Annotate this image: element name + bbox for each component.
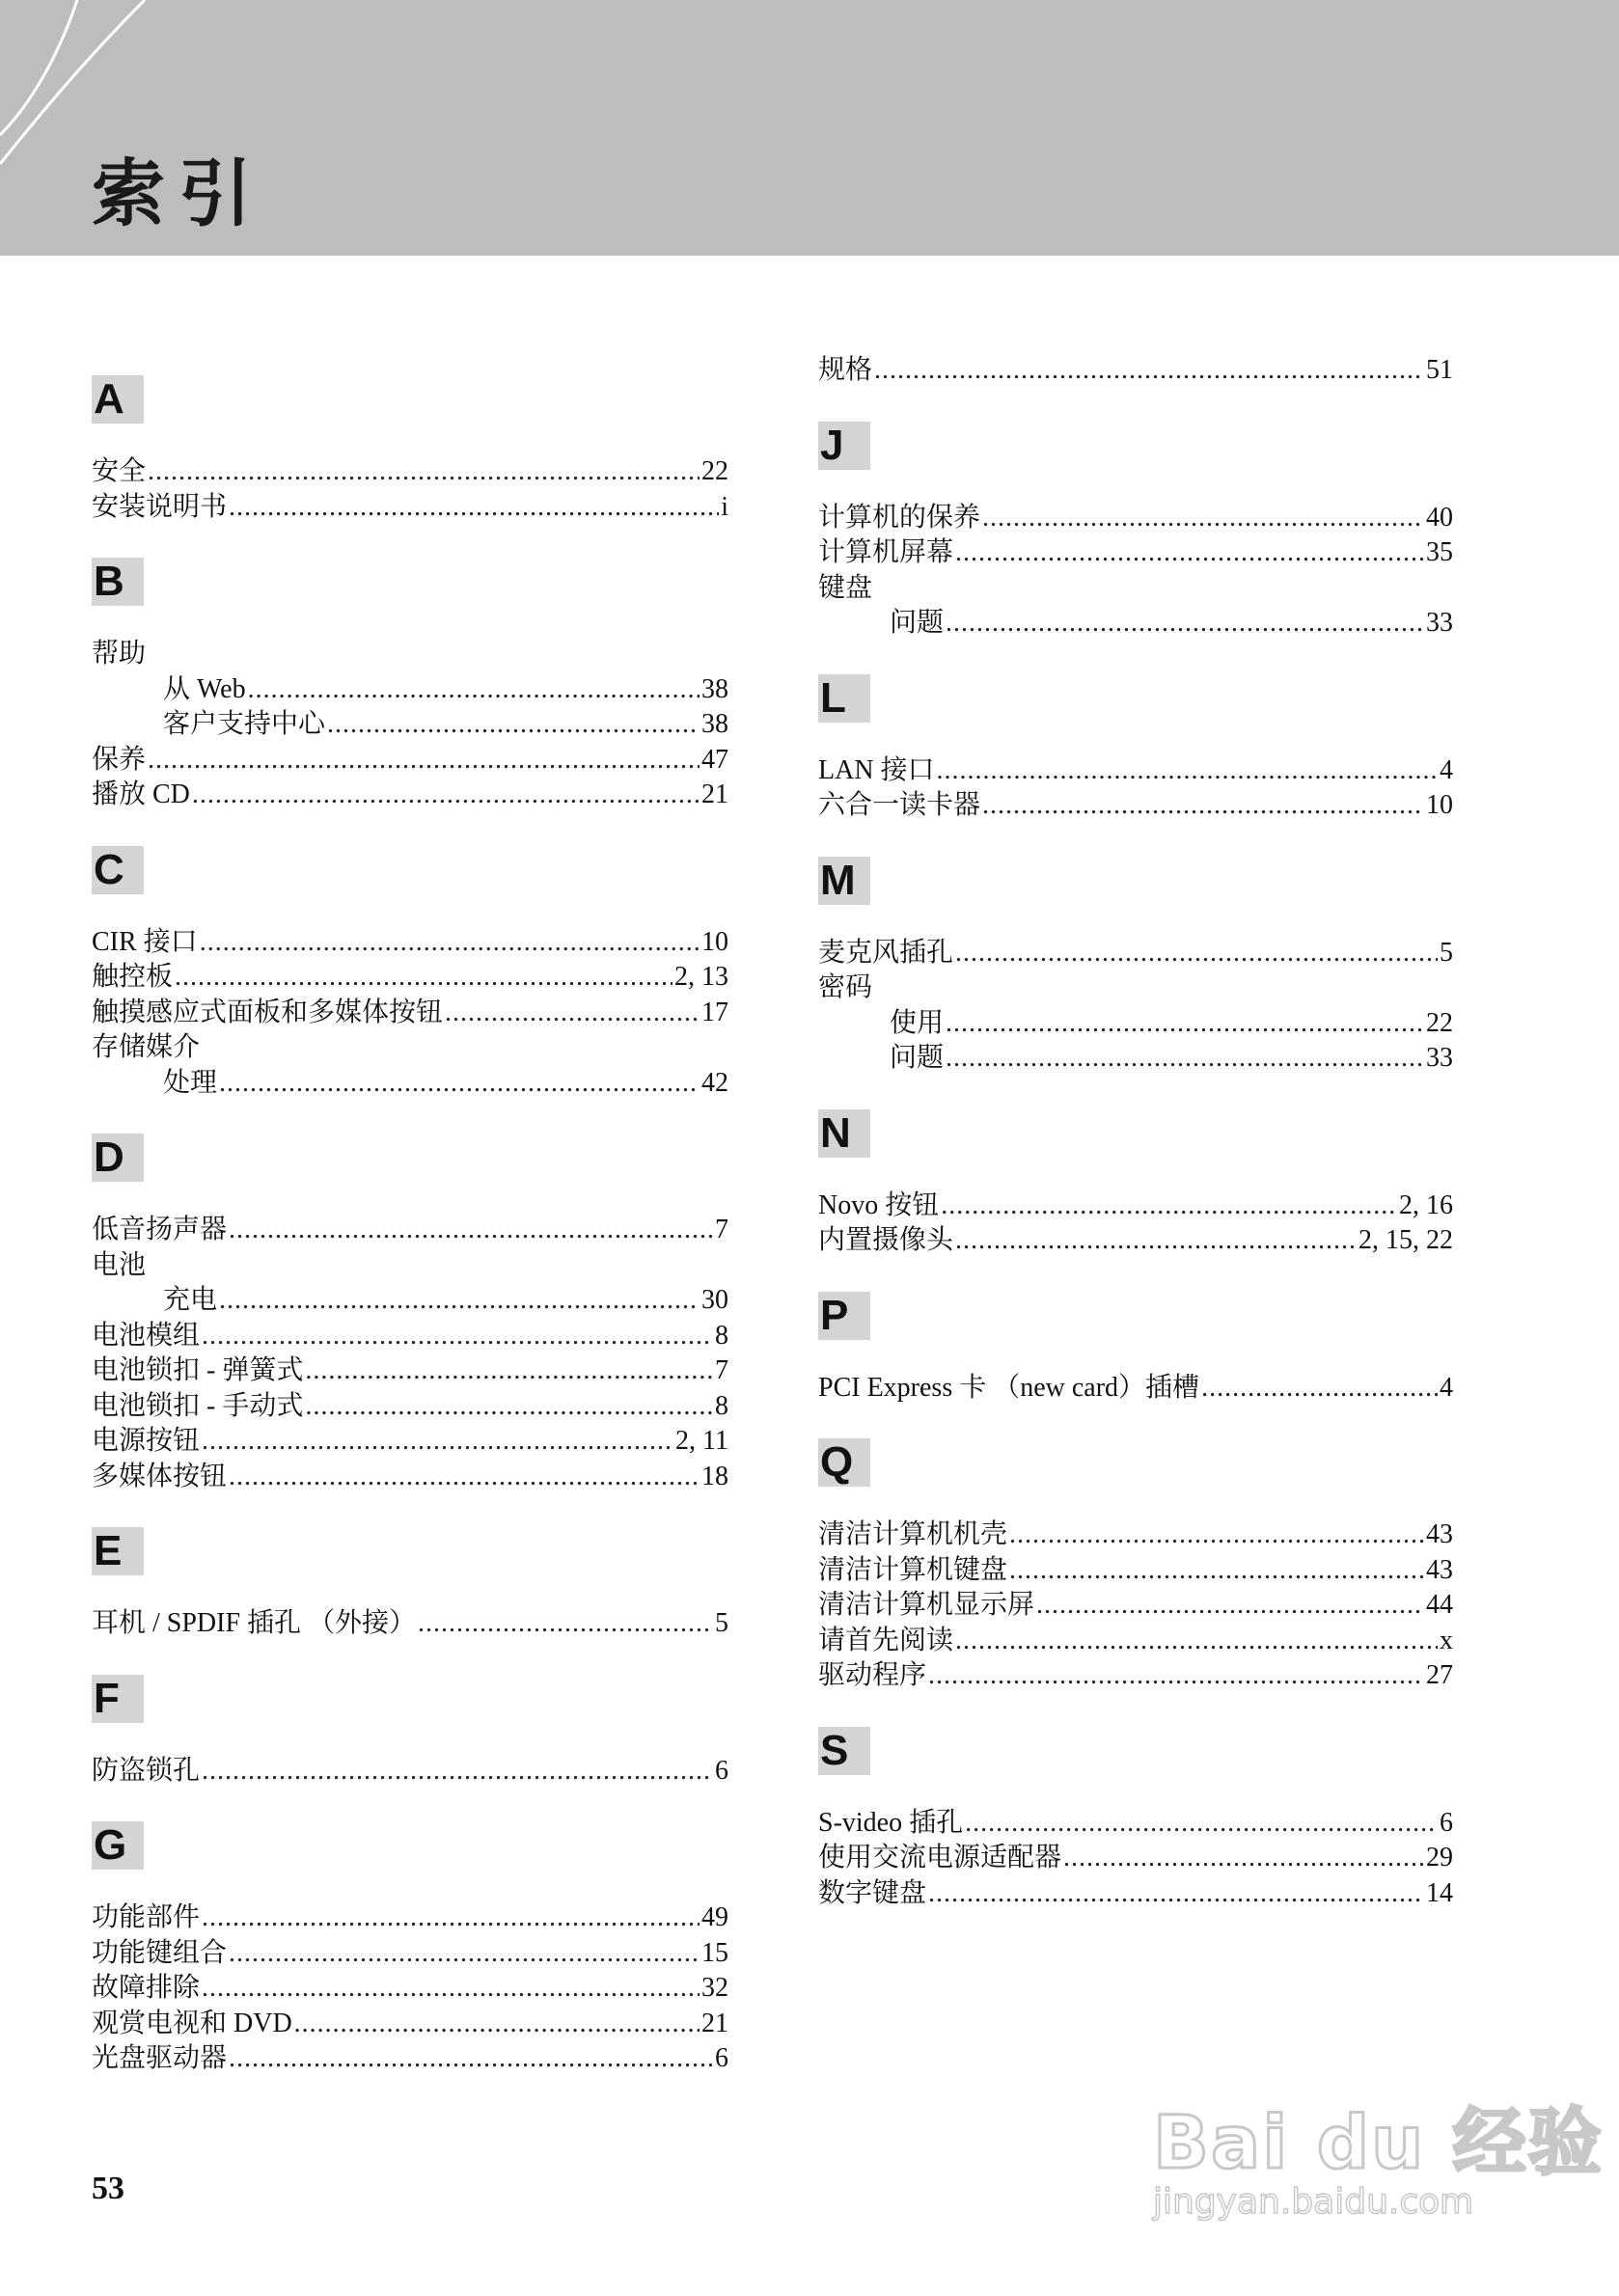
index-entry-term: 清洁计算机显示屏 [818, 1590, 1035, 1620]
index-entry-page: 22 [701, 456, 728, 486]
section-letter: M [818, 857, 870, 905]
section-letter: Q [818, 1438, 870, 1487]
index-entry-term: 使用交流电源适配器 [818, 1843, 1062, 1872]
dot-leader [946, 606, 1424, 642]
index-entry-page: 21 [701, 779, 728, 809]
index-section [818, 1109, 1453, 1259]
index-entry [818, 1588, 1453, 1624]
page-header [0, 0, 1619, 256]
index-entry-page: 33 [1426, 1043, 1453, 1073]
index-entry-term: 电池模组 [92, 1320, 201, 1351]
dot-leader [327, 707, 700, 743]
dot-leader [229, 490, 719, 526]
index-entry-term: 密码 [818, 972, 873, 1002]
index-entry-term: 电池 [92, 1249, 147, 1280]
dot-leader [202, 1319, 713, 1354]
dot-leader [955, 936, 1438, 971]
index-entry [818, 501, 1453, 536]
dot-leader [946, 1041, 1424, 1077]
index-entry-page: 44 [1426, 1590, 1453, 1620]
dot-leader [305, 1353, 713, 1389]
index-entry [818, 1841, 1453, 1876]
index-entry-term: 光盘驱动器 [92, 2043, 228, 2073]
section-letter: F [92, 1675, 144, 1723]
index-entry [818, 606, 1453, 642]
index-entry [92, 1900, 728, 1936]
index-entry-term: 耳机 / SPDIF 插孔 （外接） [92, 1608, 417, 1638]
index-entry [92, 1066, 728, 1102]
index-entry-term: 问题 [890, 1043, 945, 1073]
index-entry [92, 996, 728, 1031]
index-entry [818, 936, 1453, 971]
index-entry-page: 2, 11 [675, 1426, 728, 1456]
section-letter: S [818, 1727, 870, 1775]
section-letter: L [818, 674, 870, 723]
index-entry-term: LAN 接口 [818, 754, 935, 785]
dot-leader [445, 996, 700, 1031]
index-entry-page: 2, 16 [1399, 1189, 1453, 1220]
index-section [818, 857, 1453, 1077]
index-entry-term: 使用 [890, 1007, 945, 1038]
index-entry-term: 观赏电视和 DVD [92, 2008, 292, 2038]
index-entry-term: 处理 [163, 1067, 218, 1098]
index-entry-term: 电源按钮 [92, 1426, 201, 1456]
index-entry-page: 29 [1426, 1843, 1453, 1872]
index-entry-page: 5 [1440, 937, 1453, 968]
section-letter: A [92, 375, 144, 424]
index-entry [92, 1460, 728, 1495]
index-entry-term: Novo 按钮 [818, 1189, 940, 1220]
index-entry [92, 1424, 728, 1460]
index-right-sections [818, 422, 1453, 1912]
index-entry-term: 规格 [818, 355, 873, 385]
index-entry-page: i [721, 491, 728, 522]
index-entry-term: 故障排除 [92, 1973, 201, 2003]
index-entry-page: 21 [701, 2008, 728, 2038]
index-entry [818, 571, 1453, 607]
index-entry-page: 42 [701, 1067, 728, 1098]
dot-leader [202, 1900, 700, 1936]
index-entry-page: 7 [715, 1355, 728, 1385]
dot-leader [229, 2041, 713, 2077]
index-entry-term: 触摸感应式面板和多媒体按钮 [92, 997, 444, 1027]
index-section [92, 375, 728, 525]
index-entry-page: 27 [1426, 1660, 1453, 1690]
index-entry-page: 10 [1426, 790, 1453, 820]
section-letter: J [818, 422, 870, 470]
index-continuation [818, 353, 1453, 389]
index-entry [818, 353, 1453, 389]
index-entry [818, 1553, 1453, 1589]
index-entry-term: PCI Express 卡 （new card）插槽 [818, 1372, 1200, 1403]
dot-leader [305, 1389, 713, 1425]
index-entry-term: 保养 [92, 744, 147, 775]
index-entry [92, 672, 728, 708]
index-entry [92, 2041, 728, 2077]
dot-leader [248, 672, 700, 708]
index-entry-term: 触控板 [92, 962, 174, 992]
dot-leader [1063, 1841, 1424, 1876]
index-entry [92, 1353, 728, 1389]
index-entry [818, 1371, 1453, 1407]
index-entry [92, 1936, 728, 1972]
index-entry-page: x [1440, 1625, 1453, 1655]
dot-leader [1201, 1371, 1438, 1407]
index-entry [818, 1189, 1453, 1224]
index-entry-term: 充电 [163, 1285, 218, 1315]
index-entry-term: 计算机的保养 [818, 502, 981, 533]
index-entry-page: 6 [715, 2043, 728, 2073]
dot-leader [1036, 1588, 1424, 1624]
index-entry [818, 753, 1453, 789]
index-entry [92, 637, 728, 672]
index-entry-term: 播放 CD [92, 779, 190, 809]
index-section [818, 422, 1453, 642]
dot-leader [192, 778, 700, 813]
index-entry-page: 6 [1440, 1807, 1453, 1838]
index-entry-page: 7 [715, 1215, 728, 1244]
index-entry [92, 1248, 728, 1284]
index-entry-page: 47 [701, 744, 728, 775]
index-entry [818, 1624, 1453, 1659]
index-entry-page: 38 [701, 709, 728, 739]
index-entry [92, 454, 728, 490]
index-entry-term: 六合一读卡器 [818, 790, 981, 820]
page-title: 索引 [92, 150, 265, 236]
index-section [92, 1134, 728, 1494]
index-entry-term: 客户支持中心 [163, 709, 326, 739]
dot-leader [219, 1283, 700, 1319]
index-entry [92, 2007, 728, 2042]
dot-leader [219, 1066, 700, 1102]
index-entry [818, 1806, 1453, 1842]
index-section [818, 1727, 1453, 1912]
index-section [92, 1675, 728, 1790]
index-entry-page: 49 [701, 1902, 728, 1932]
index-entry-term: 从 Web [163, 673, 246, 704]
section-letter: N [818, 1109, 870, 1158]
index-entry-term: 计算机屏幕 [818, 537, 954, 567]
index-entry [92, 1213, 728, 1248]
index-entry-page: 35 [1426, 537, 1453, 567]
index-entry-page: 5 [715, 1608, 728, 1638]
index-entry-page: 10 [701, 926, 728, 957]
index-entry-page: 6 [715, 1755, 728, 1786]
index-entry-term: 电池锁扣 - 弹簧式 [92, 1355, 304, 1385]
index-entry [818, 1223, 1453, 1259]
index-entry-page: 40 [1426, 502, 1453, 533]
dot-leader [982, 788, 1424, 824]
index-entry-term: 功能键组合 [92, 1937, 228, 1968]
dot-leader [148, 743, 700, 779]
dot-leader [928, 1658, 1424, 1694]
index-entry [92, 960, 728, 996]
index-entry-term: 防盗锁孔 [92, 1755, 201, 1786]
dot-leader [1009, 1517, 1424, 1553]
index-entry-term: 存储媒介 [92, 1032, 201, 1062]
index-entry-page: 14 [1426, 1877, 1453, 1908]
index-entry-page: 51 [1426, 355, 1453, 385]
index-entry [92, 778, 728, 813]
index-entry-page: 22 [1426, 1007, 1453, 1038]
index-entry [92, 490, 728, 526]
index-entry-page: 18 [701, 1461, 728, 1491]
index-entry-term: 驱动程序 [818, 1660, 927, 1690]
index-entry [92, 1971, 728, 2007]
index-entry [92, 743, 728, 779]
index-entry-term: 请首先阅读 [818, 1625, 954, 1655]
section-letter: C [92, 846, 144, 894]
dot-leader [955, 1223, 1357, 1259]
index-section [818, 1292, 1453, 1407]
index-entry [818, 970, 1453, 1006]
index-entry-term: 问题 [890, 608, 945, 638]
index-entry-page: 30 [701, 1285, 728, 1315]
index-entry-page: 43 [1426, 1554, 1453, 1585]
index-entry-page: 15 [701, 1937, 728, 1968]
index-section [92, 1821, 728, 2077]
index-entry-term: 键盘 [818, 572, 873, 603]
index-entry-term: 多媒体按钮 [92, 1461, 228, 1491]
index-entry-page: 8 [715, 1390, 728, 1421]
dot-leader [928, 1876, 1424, 1912]
dot-leader [202, 1424, 673, 1460]
index-section [818, 674, 1453, 824]
index-entry-page: 2, 15, 22 [1358, 1225, 1453, 1255]
index-entry-page: 38 [701, 673, 728, 704]
dot-leader [294, 2007, 700, 2042]
index-entry-page: 32 [701, 1973, 728, 2003]
index-entry-term: 麦克风插孔 [818, 937, 954, 968]
index-entry [818, 1658, 1453, 1694]
section-letter: E [92, 1527, 144, 1575]
dot-leader [937, 753, 1438, 789]
index-entry [92, 925, 728, 961]
index-entry-page: 8 [715, 1320, 728, 1351]
dot-leader [175, 960, 672, 996]
index-entry-term: 内置摄像头 [818, 1225, 954, 1255]
dot-leader [202, 1754, 713, 1790]
index-entry-term: 低音扬声器 [92, 1215, 228, 1244]
section-letter: P [818, 1292, 870, 1340]
index-entry-term: 帮助 [92, 639, 147, 669]
index-section [92, 846, 728, 1102]
index-entry [818, 535, 1453, 571]
dot-leader [874, 353, 1424, 389]
index-entry [818, 1517, 1453, 1553]
dot-leader [202, 1971, 700, 2007]
index-entry-page: 4 [1440, 754, 1453, 785]
dot-leader [946, 1006, 1424, 1042]
index-entry-term: S-video 插孔 [818, 1807, 964, 1838]
index-entry-term: 电池锁扣 - 手动式 [92, 1390, 304, 1421]
index-entry-term: 清洁计算机键盘 [818, 1554, 1008, 1585]
dot-leader [229, 1460, 700, 1495]
index-entry [818, 788, 1453, 824]
dot-leader [955, 1624, 1438, 1659]
index-entry-term: 清洁计算机机壳 [818, 1519, 1008, 1549]
index-entry [92, 1754, 728, 1790]
index-section [92, 558, 728, 813]
index-entry-page: 43 [1426, 1519, 1453, 1549]
index-right-column [818, 353, 1453, 1911]
index-entry [92, 1283, 728, 1319]
index-entry [92, 1319, 728, 1354]
index-entry-page: 4 [1440, 1372, 1453, 1403]
dot-leader [1009, 1553, 1424, 1589]
index-section [92, 1527, 728, 1642]
index-entry [92, 1389, 728, 1425]
index-entry [92, 707, 728, 743]
dot-leader [941, 1189, 1397, 1224]
index-section [818, 1438, 1453, 1694]
watermark-brand: Bai du 经验 [1153, 2099, 1604, 2185]
dot-leader [200, 925, 700, 961]
dot-leader [965, 1806, 1438, 1842]
index-entry-term: 安装说明书 [92, 491, 228, 522]
dot-leader [982, 501, 1424, 536]
section-letter: G [92, 1821, 144, 1870]
section-letter: B [92, 558, 144, 606]
section-letter: D [92, 1134, 144, 1182]
dot-leader [148, 454, 700, 490]
index-entry-term: 功能部件 [92, 1902, 201, 1932]
dot-leader [955, 535, 1424, 571]
index-entry [818, 1006, 1453, 1042]
index-entry [92, 1606, 728, 1642]
index-entry [92, 1030, 728, 1066]
index-entry [818, 1876, 1453, 1912]
watermark-url: jingyan.baidu.com [1153, 2182, 1474, 2222]
index-entry [818, 1041, 1453, 1077]
index-left-column [92, 362, 728, 2077]
dot-leader [229, 1213, 713, 1248]
index-entry-term: 数字键盘 [818, 1877, 927, 1908]
index-entry-page: 33 [1426, 608, 1453, 638]
index-entry-term: CIR 接口 [92, 926, 198, 957]
dot-leader [418, 1606, 713, 1642]
index-entry-page: 2, 13 [674, 962, 728, 992]
index-entry-page: 17 [701, 997, 728, 1027]
dot-leader [229, 1936, 700, 1972]
page-number: 53 [92, 2171, 124, 2206]
index-entry-term: 安全 [92, 456, 147, 486]
